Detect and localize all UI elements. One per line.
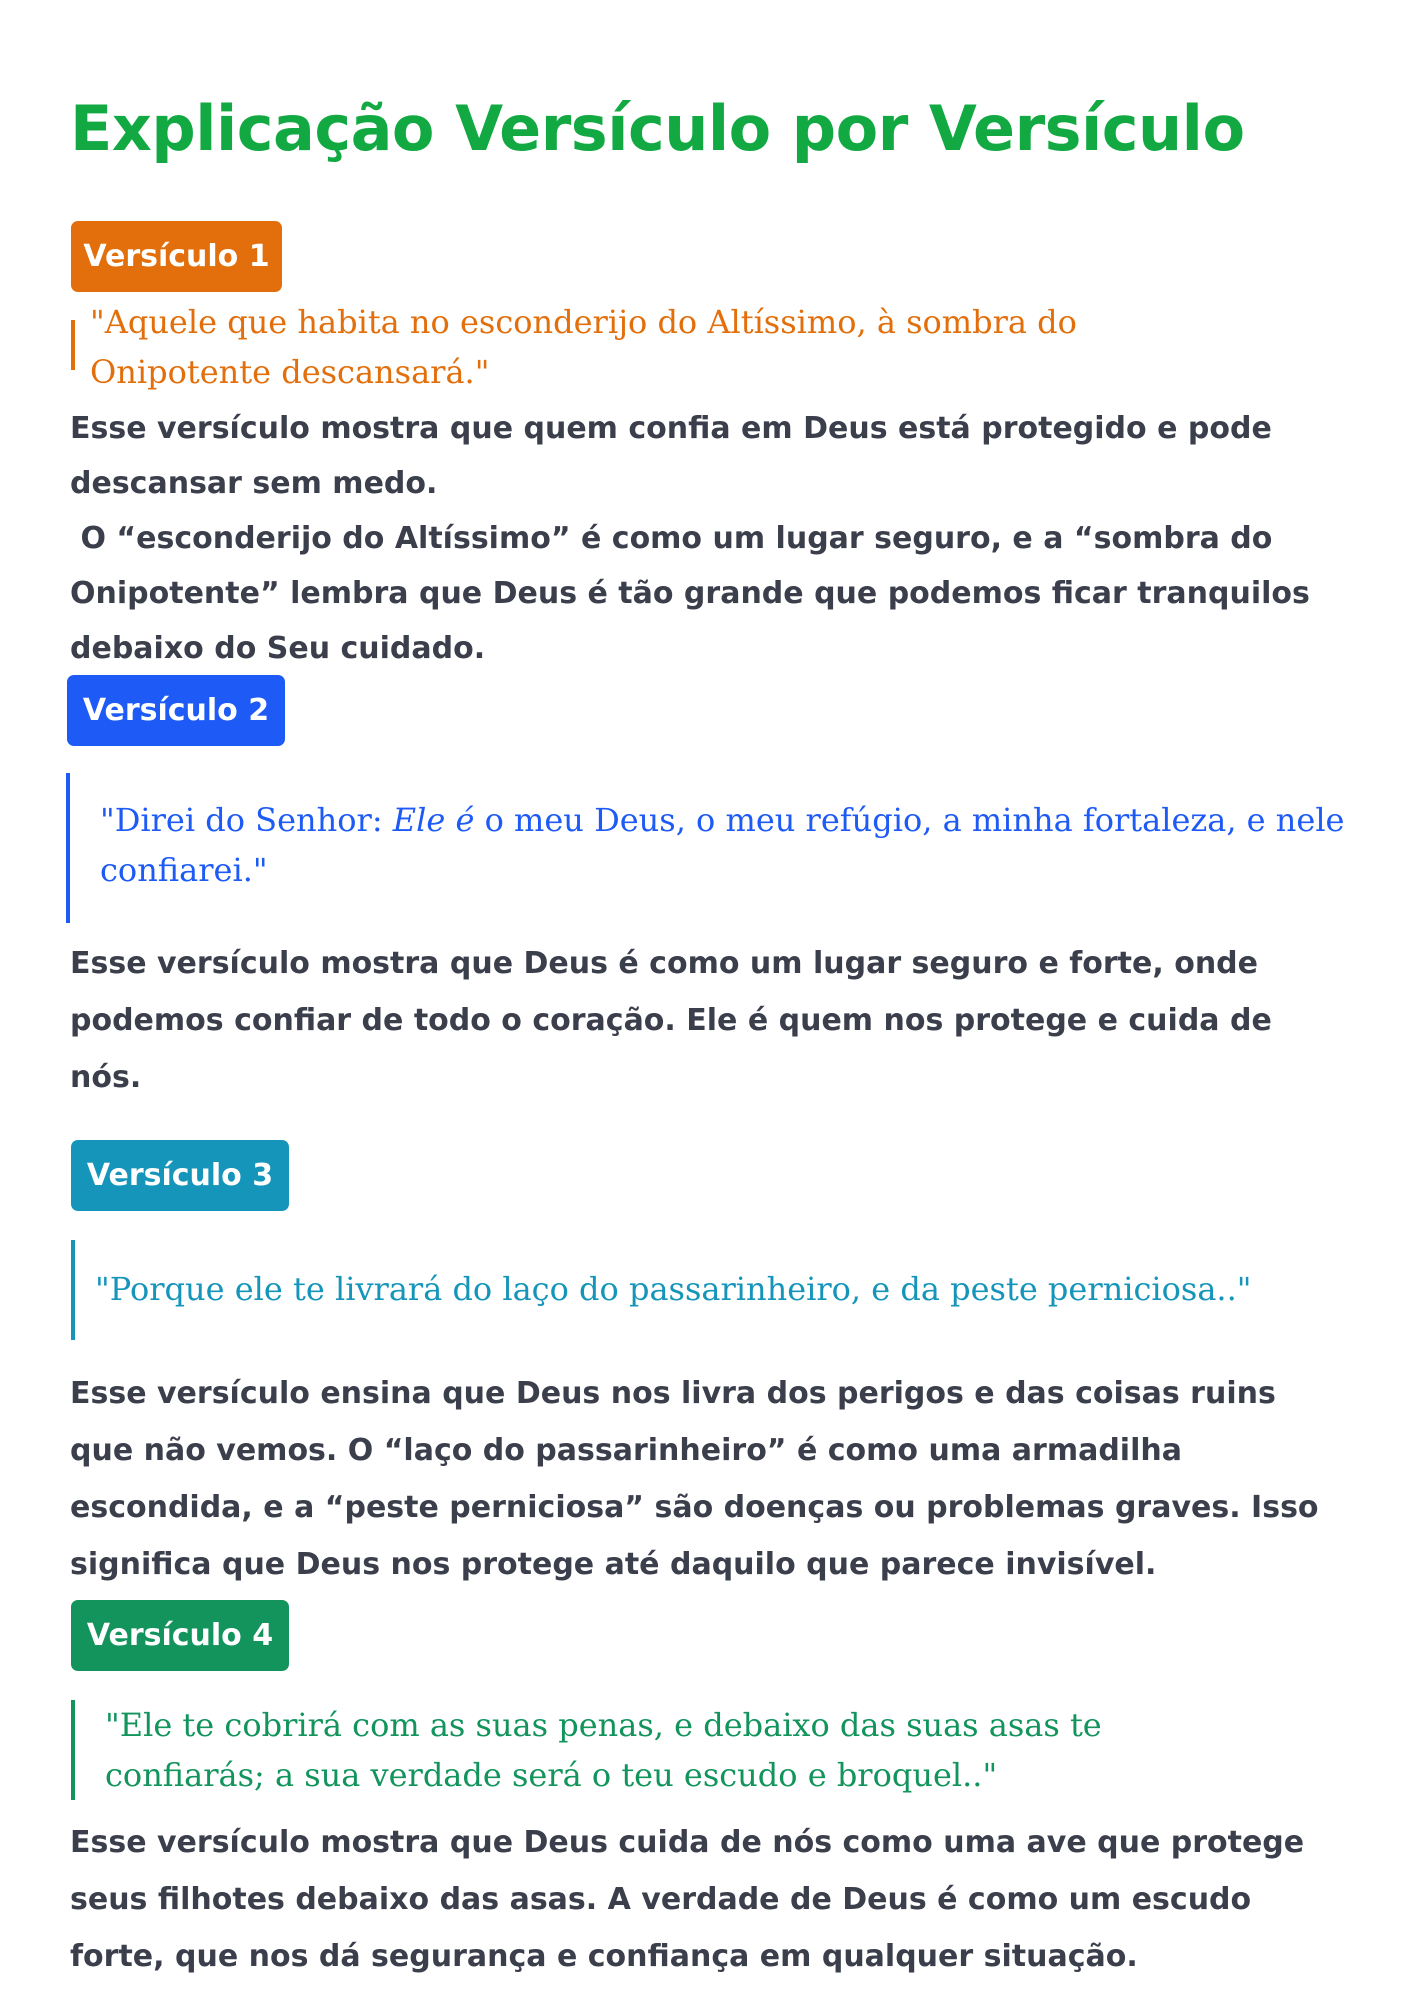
verse-2-quote-italic: Ele é	[392, 801, 475, 839]
verse-2-quote	[100, 795, 1355, 895]
verse-2-quote-before: "Direi do Senhor:	[100, 801, 393, 839]
verse-4-quote-bar	[71, 1700, 75, 1800]
verse-1-quote: "Aquele que habita no esconderijo do Altíssimo, à sombra do Onipotente descansará."	[90, 303, 1077, 391]
verse-2-badge: Versículo 2	[67, 675, 285, 746]
verse-2-explanation: Esse versículo mostra que Deus é como um lugar seguro e forte, onde podemos confiar de todo o coração. Ele é quem nos protege e cuida de nós.	[70, 946, 1272, 1095]
verse-4-badge: Versículo 4	[71, 1600, 289, 1671]
page-title: Explicação Versículo por Versículo	[70, 92, 1245, 165]
verse-2-quote-after: o meu Deus, o meu refúgio, a minha fortaleza, e nele confiarei."	[100, 801, 1355, 889]
verse-1-explanation-line-2: O “esconderijo do Altíssimo” é como um lugar seguro, e a “sombra do Onipotente” lembra que Deus é tão grande que podemos ficar tranquilos debaixo do Seu cuidado.	[70, 521, 1321, 666]
verse-4-quote: "Ele te cobrirá com as suas penas, e debaixo das suas asas te confiarás; a sua verdade será o teu escudo e broquel.."	[105, 1706, 1102, 1794]
verse-1-explanation	[70, 401, 1340, 676]
verse-3-quote: "Porque ele te livrará do laço do passarinheiro, e da peste perniciosa.."	[95, 1270, 1252, 1308]
verse-1-badge: Versículo 1	[71, 221, 282, 292]
verse-3-quote-bar	[71, 1240, 75, 1340]
verse-1-explanation-line-1: Esse versículo mostra que quem confia em Deus está protegido e pode descansar sem medo.	[70, 411, 1272, 501]
verse-3-badge: Versículo 3	[71, 1140, 289, 1211]
verse-3-explanation: Esse versículo ensina que Deus nos livra dos perigos e das coisas ruins que não vemos. O “laço do passarinheiro” é como uma armadilha escondida, e a “peste perniciosa” são doenças ou problemas graves. Isso significa que Deus nos protege até daquilo que parece invisível.	[70, 1376, 1319, 1582]
verse-2-quote-bar	[66, 773, 70, 923]
verse-4-explanation: Esse versículo mostra que Deus cuida de nós como uma ave que protege seus filhotes debaixo das asas. A verdade de Deus é como um escudo forte, que nos dá segurança e confiança em qualquer situação.	[70, 1825, 1305, 1974]
verse-1-quote-bar	[71, 320, 75, 370]
